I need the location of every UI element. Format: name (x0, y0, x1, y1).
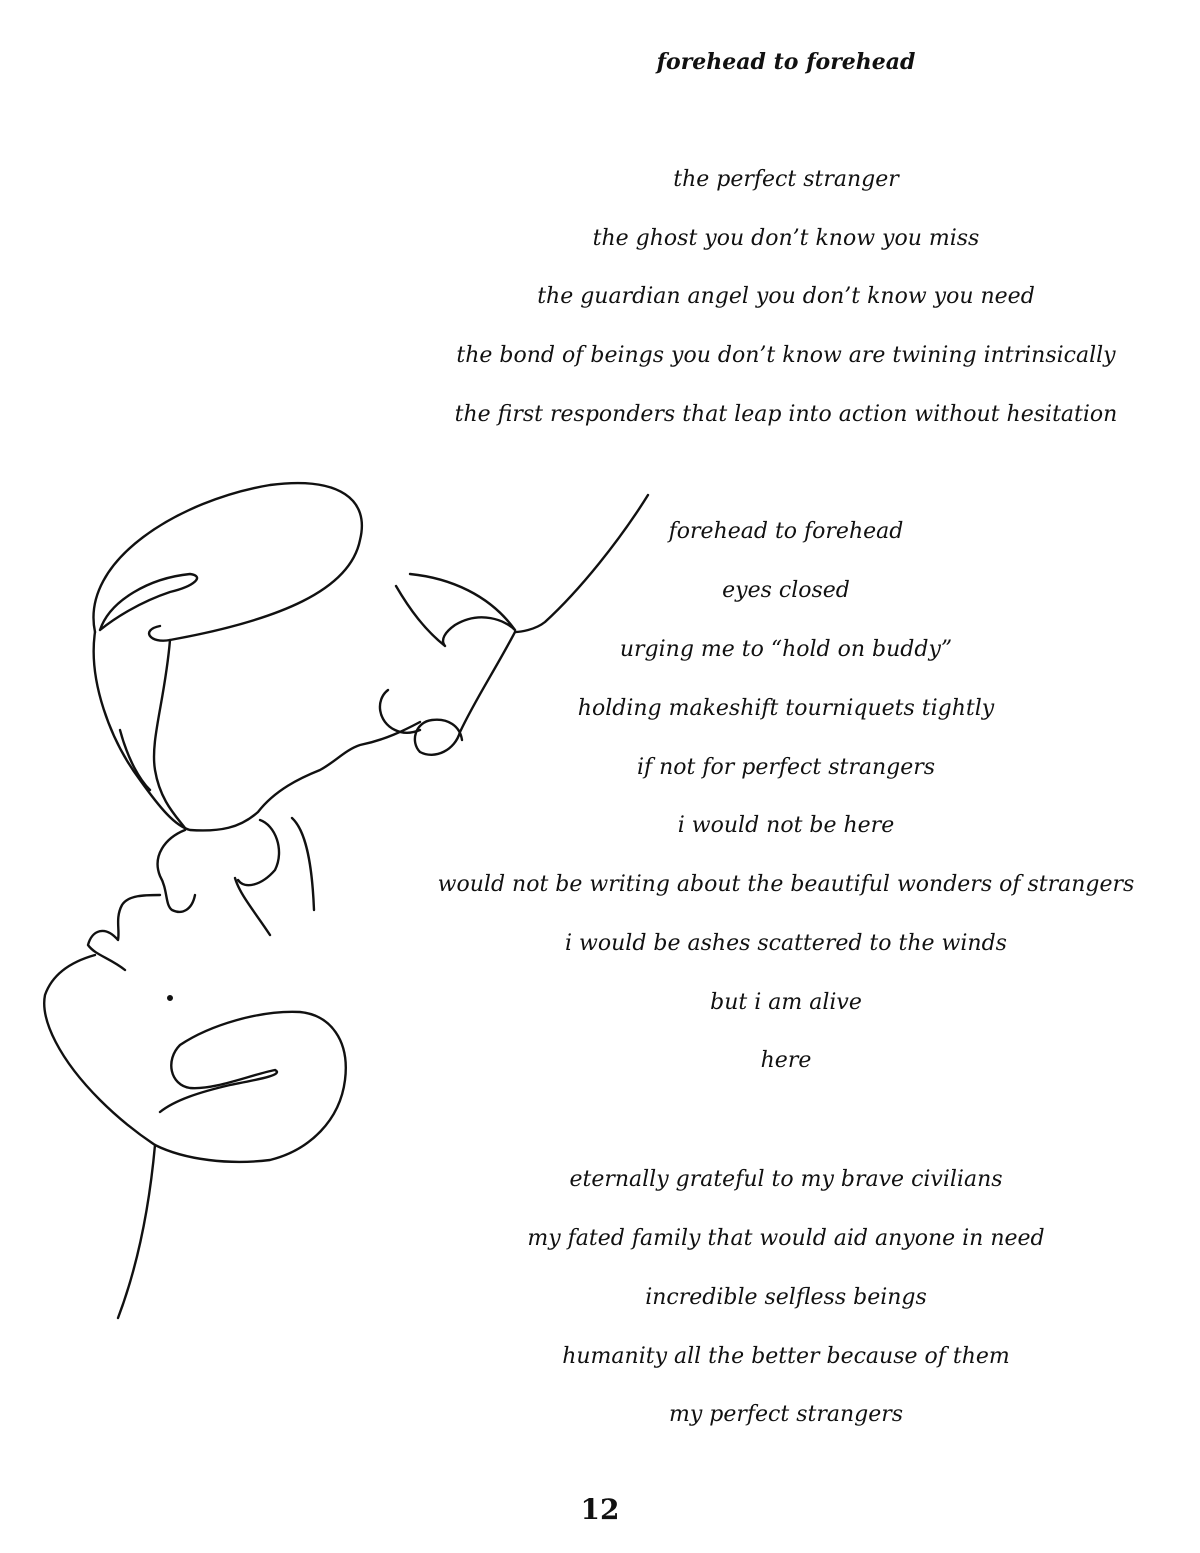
poem-line: the ghost you don’t know you miss (592, 226, 980, 251)
upper-ear-line (120, 730, 150, 790)
line-art-two-faces-forehead-to-forehead-icon (0, 480, 680, 1340)
poem-title: forehead to forehead (656, 49, 916, 75)
cheek-detail (235, 878, 270, 935)
lower-chin (44, 955, 155, 1145)
poem-line: i would be ashes scattered to the winds (565, 931, 1007, 956)
mouth-detail (238, 818, 314, 910)
upper-nose (415, 632, 515, 755)
poem-line: my fated family that would aid anyone in need (527, 1226, 1045, 1251)
poem-line: incredible selfless beings (645, 1285, 927, 1310)
poem-line: i would not be here (677, 813, 895, 838)
lower-lips (88, 895, 160, 970)
upper-face-profile (94, 632, 420, 830)
upper-closed-eye (396, 574, 515, 646)
upper-face-inner (154, 640, 185, 828)
poem-line: if not for perfect strangers (636, 755, 936, 780)
poem-line: urging me to “hold on buddy” (619, 637, 953, 662)
beauty-mark (168, 996, 172, 1000)
poem-line: my perfect strangers (668, 1402, 904, 1427)
poem-line: the bond of beings you don’t know are twining intrinsically (456, 343, 1116, 368)
poem-line: holding makeshift tourniquets tightly (577, 696, 995, 721)
hair-strand (100, 574, 197, 630)
poem-line: the guardian angel you don’t know you need (537, 284, 1035, 309)
lower-nose (158, 830, 195, 912)
poem-line: eternally grateful to my brave civilians (569, 1167, 1003, 1192)
page-number: 12 (580, 1493, 620, 1526)
poem-line: forehead to forehead (668, 519, 904, 544)
lower-jaw-neck (155, 1012, 346, 1162)
poem-line: here (760, 1048, 812, 1073)
poem-line: but i am alive (710, 990, 862, 1015)
poem-line: would not be writing about the beautiful wonders of strangers (437, 872, 1135, 897)
neck-line (118, 1145, 155, 1318)
poem-line: humanity all the better because of them (562, 1344, 1010, 1369)
poem-line: eyes closed (722, 578, 850, 603)
upper-head-outline (93, 483, 361, 641)
poem-line: the first responders that leap into action without hesitation (454, 402, 1118, 427)
upper-throat-sweep (515, 495, 648, 632)
poem-line: the perfect stranger (673, 167, 899, 192)
